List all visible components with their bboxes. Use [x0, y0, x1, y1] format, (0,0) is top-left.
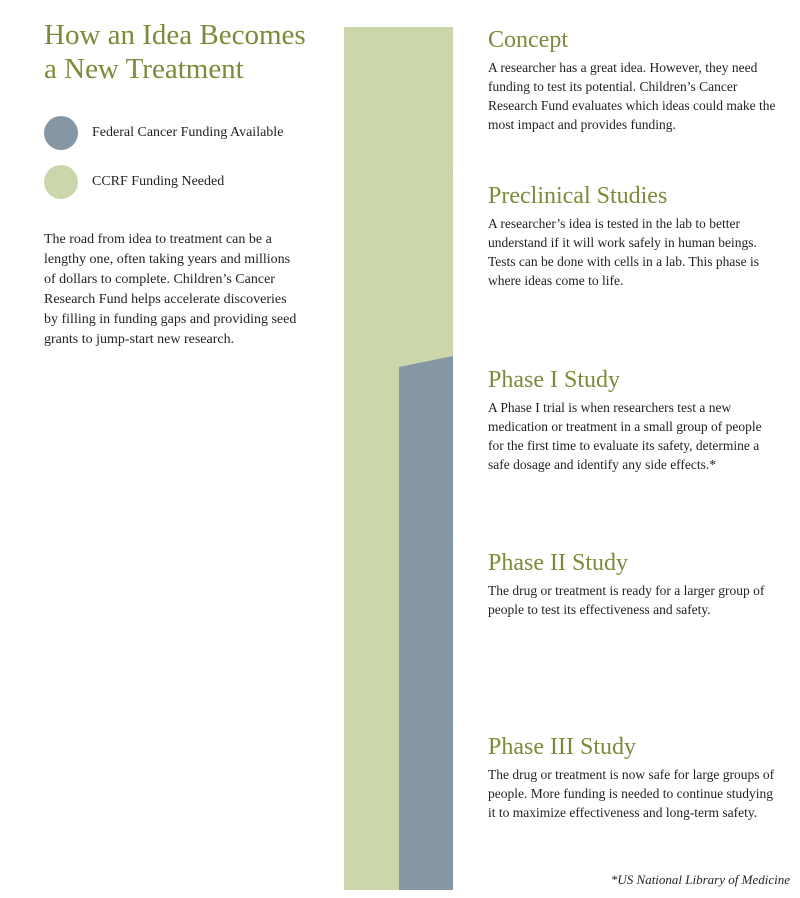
stage-title: Preclinical Studies — [488, 183, 668, 209]
stage-phase-3 — [488, 733, 778, 822]
stage-title: Phase II Study — [488, 550, 628, 576]
timeline-segment-1 — [344, 27, 453, 183]
legend-label-federal: Federal Cancer Funding Available — [92, 125, 284, 140]
stage-description: The drug or treatment is ready for a larger group of people to test its effectiveness and safety. — [488, 583, 765, 617]
stage-title: Concept — [488, 27, 568, 53]
stage-preclinical — [488, 182, 778, 290]
stage-concept — [488, 26, 778, 134]
stage-description: A Phase I trial is when researchers test a new medication or treatment in a small group of people for the first time to evaluate its safety, determine a safe dosage and identify any side effects.* — [488, 400, 762, 472]
stage-phase-2 — [488, 549, 778, 619]
federal-funding-segment-5 — [399, 724, 453, 890]
title-line-2: a New Treatment — [44, 53, 244, 85]
intro-text: The road from idea to treatment can be a lengthy one, often taking years and millions of dollars to complete. Children’s Cancer Research Fund helps accelerate discoveries by filling in funding gaps and providing seed grants to jump-start new research. — [44, 232, 297, 347]
title-line-1: How an Idea Becomes — [44, 19, 306, 51]
stage-description: A researcher’s idea is tested in the lab to better understand if it will work safely in human beings. Tests can be done with cells in a lab. This phase is where ideas come to life. — [488, 216, 759, 288]
legend-label-ccrf: CCRF Funding Needed — [92, 174, 225, 189]
stage-description: The drug or treatment is now safe for large groups of people. More funding is needed to continue studying it to maximize effectiveness and long-term safety. — [488, 767, 775, 820]
timeline-segment-2 — [344, 172, 453, 368]
stage-title: Phase I Study — [488, 367, 620, 393]
footnote: *US National Library of Medicine — [610, 872, 790, 887]
stage-description: A researcher has a great idea. However, they need funding to test its potential. Children’s Cancer Research Fund evaluates which ideas could make the most impact and provides funding. — [488, 60, 776, 132]
federal-funding-segment-3 — [399, 356, 453, 552]
federal-funding-segment-4 — [399, 540, 453, 736]
stage-phase-1 — [488, 366, 778, 474]
stage-title: Phase III Study — [488, 734, 636, 760]
